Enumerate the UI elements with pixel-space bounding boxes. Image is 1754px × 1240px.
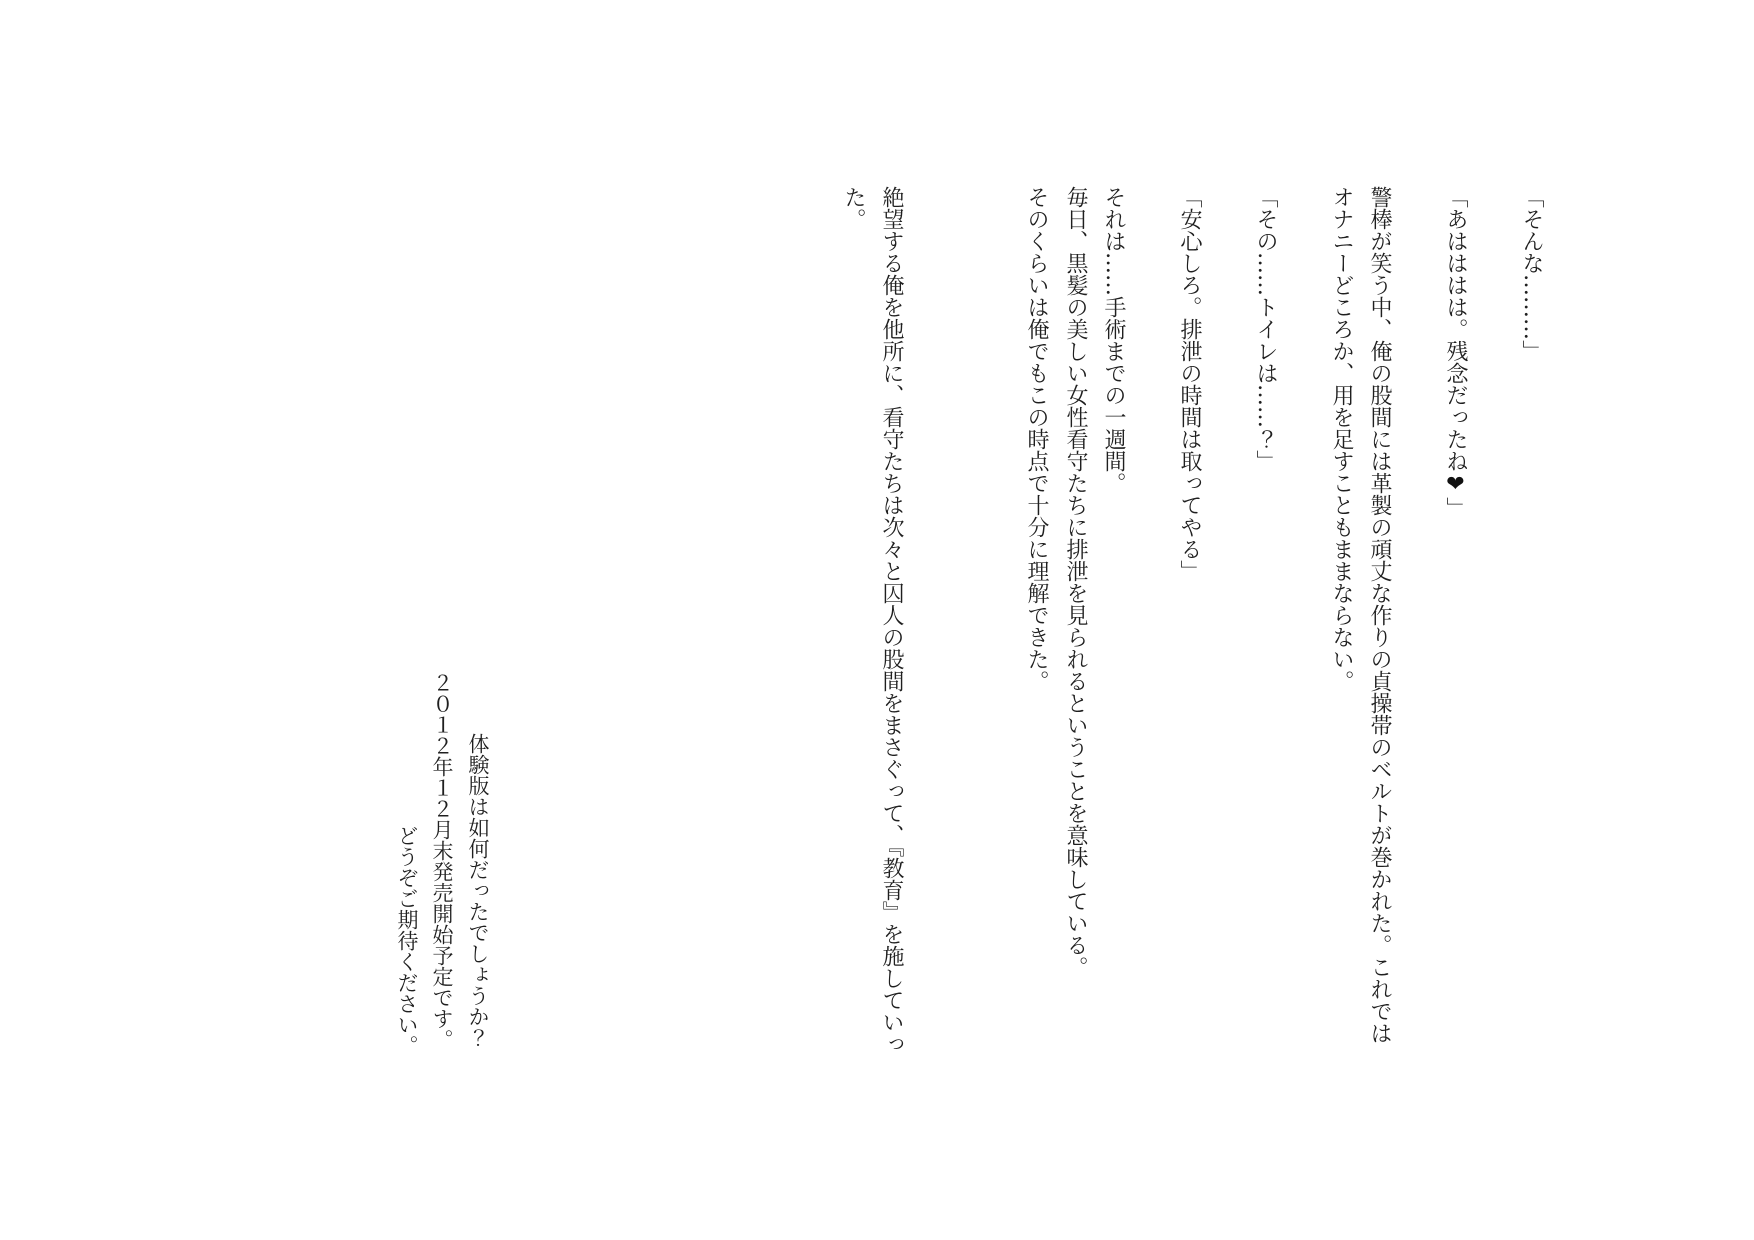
dialogue-line-sonna: 「そんな………」 [1519, 186, 1544, 362]
footer-line-look-forward: どうぞご期待ください。 [395, 825, 419, 1056]
footer-line-release-date: ２０１２年１２月末発売開始予定です。 [430, 672, 454, 1050]
dialogue-line-ahaha-close-bracket: 」 [1443, 497, 1468, 519]
dialogue-line-ahaha-text: 「あはははは。残念だったね [1443, 186, 1468, 472]
dialogue-line-ahaha [1444, 186, 1466, 519]
narration-line-keibou: 警棒が笑う中、俺の股間には革製の頑丈な作りの貞操帯のベルトが巻かれた。これでは [1367, 186, 1392, 1044]
narration-line-sonokurai: そのくらいは俺でもこの時点で十分に理解できた。 [1024, 186, 1049, 692]
dialogue-line-anshin: 「安心しろ。排泄の時間は取ってやる」 [1177, 186, 1202, 582]
heart-icon: ❤ [1443, 472, 1468, 497]
narration-line-zetsubou: 絶望する俺を他所に、看守たちは次々と囚人の股間をまさぐって、『教育』を施していっ [879, 186, 904, 1055]
narration-line-zetsubou-continuation: た。 [841, 186, 866, 230]
dialogue-line-toilet: 「その……トイレは……？」 [1253, 186, 1278, 472]
narration-line-keibou-continuation: オナニーどころか、用を足すこともままならない。 [1329, 186, 1354, 692]
footer-line-trial-question: 体験版は如何だったでしょうか？ [466, 733, 490, 1048]
narration-line-sorewa: それは……手術までの一週間。 [1101, 186, 1126, 494]
narration-line-mainichi: 毎日、黒髪の美しい女性看守たちに排泄を見られるということを意味している。 [1063, 186, 1088, 978]
